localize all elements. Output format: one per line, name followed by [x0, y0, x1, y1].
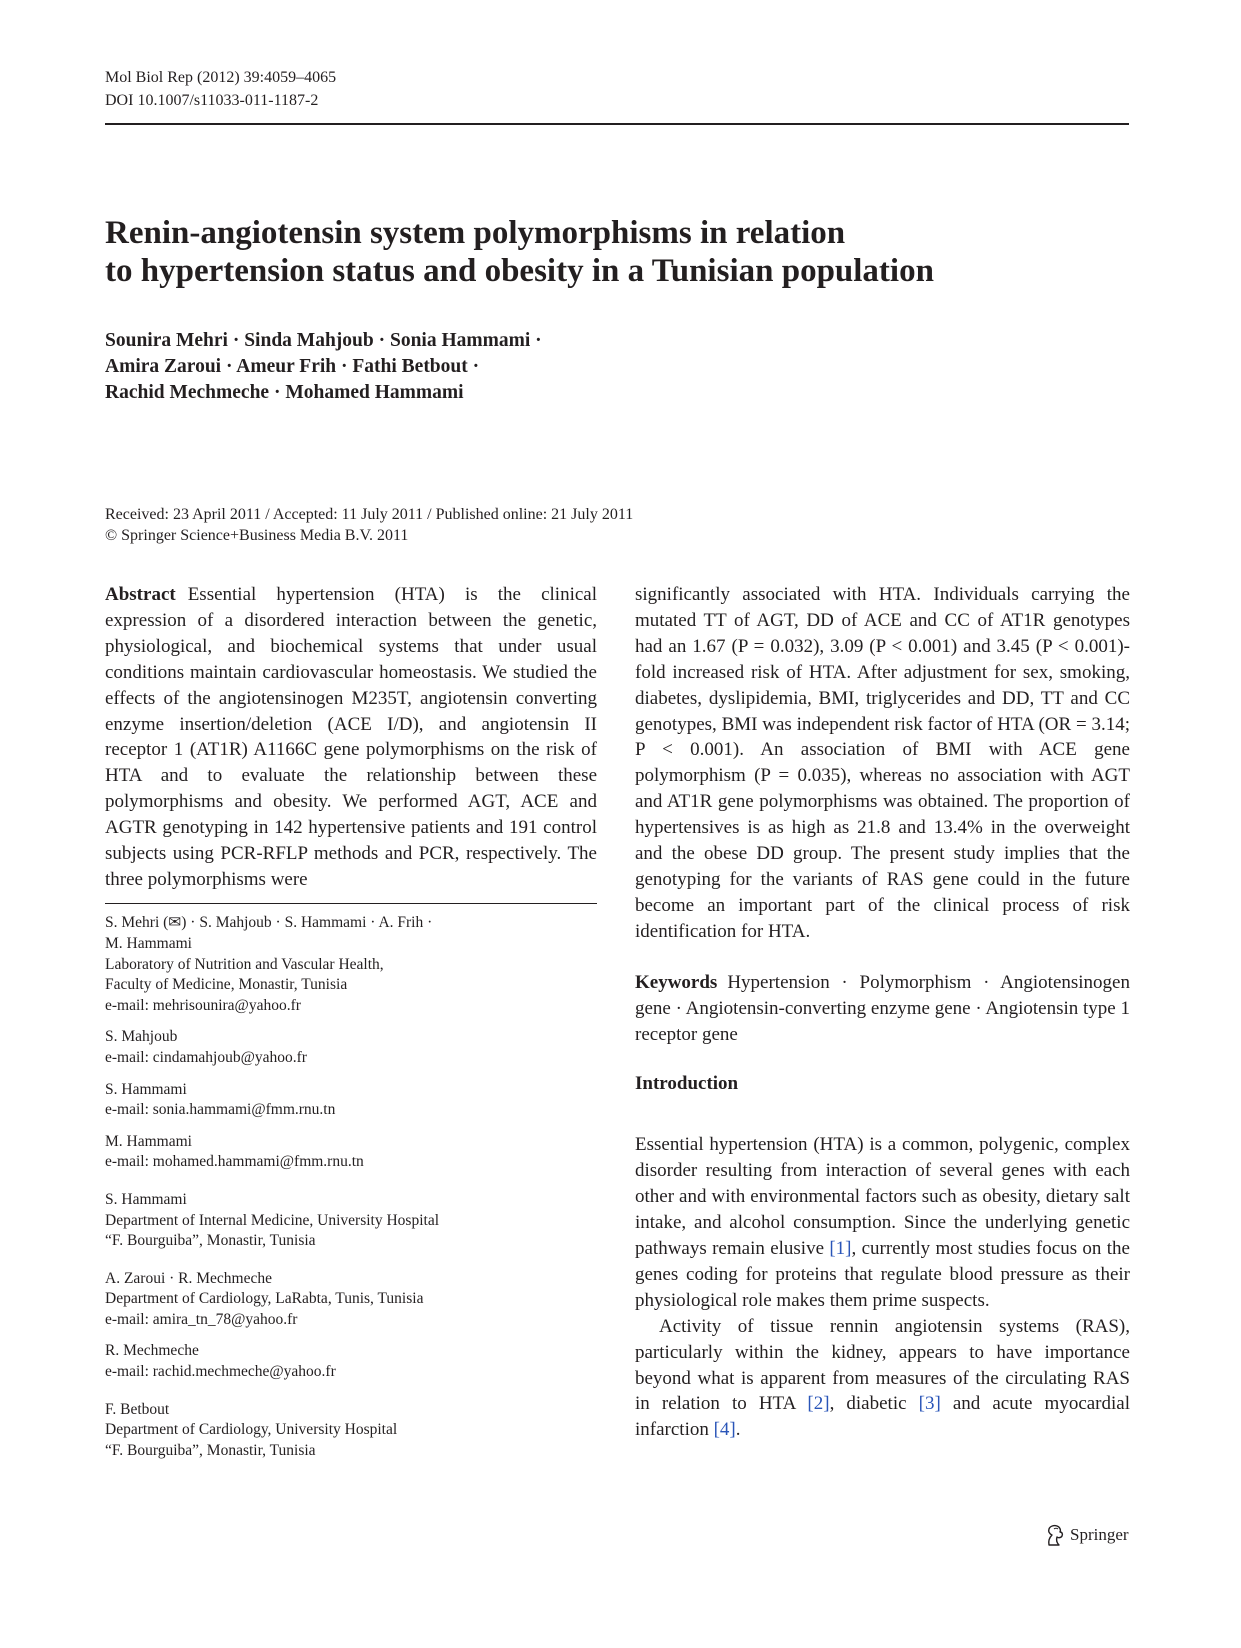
affiliation-3-name: S. Hammami	[105, 1080, 187, 1098]
abstract	[105, 582, 597, 893]
abstract-text-part-1: Essential hypertension (HTA) is the clinical expression of a disordered interaction between the genetic, physiological, and biochemical systems that under usual conditions maintain cardiovascular homeostasis. We studied the effects of the angiotensinogen M235T, angiotensin converting enzyme insertion/deletion (ACE I/D), and angiotensin II receptor 1 (AT1R) A1166C gene polymorphisms on the risk of HTA and to evaluate the relationship between these polymorphisms and obesity. We performed AGT, ACE and AGTR genotyping in 142 hypertensive patients and 191 control subjects using PCR-RFLP methods and PCR, respectively. The three polymorphisms were	[105, 584, 597, 890]
title-line-1: Renin-angiotensin system polymorphisms in relation	[105, 215, 846, 251]
introduction-heading: Introduction	[635, 1073, 739, 1095]
affiliation-8-name: F. Betbout	[105, 1400, 170, 1418]
affiliation-5-address-1: Department of Internal Medicine, University Hospital	[105, 1211, 440, 1229]
publication-dates	[105, 504, 633, 546]
affiliation-3	[105, 1080, 597, 1121]
affiliation-2-name: S. Mahjoub	[105, 1028, 178, 1046]
intro-p1-text-a: Essential hypertension (HTA) is a common, polygenic, complex disorder resulting from interaction of several genes with each other and with environmental factors such as obesity, dietary salt intake, and alcohol consumption. Since the underlying genetic pathways remain elusive	[635, 1134, 1130, 1260]
affiliation-4-email[interactable]: e-mail: mohamed.hammami@fmm.rnu.tn	[105, 1153, 364, 1171]
author-list	[105, 328, 805, 406]
keywords-label: Keywords	[635, 971, 718, 993]
abstract-continued	[635, 582, 1130, 945]
affiliation-1-names-2: M. Hammami	[105, 934, 192, 952]
publisher-logo	[1043, 1523, 1129, 1547]
authors-line-2: Amira Zaroui · Ameur Frih · Fathi Betbout ·	[105, 356, 480, 377]
right-column	[635, 582, 1130, 1443]
citation-ref-3[interactable]: [3]	[918, 1393, 941, 1415]
journal-header	[105, 66, 336, 112]
introduction-paragraph-1	[635, 1132, 1130, 1313]
citation-ref-4[interactable]: [4]	[713, 1419, 736, 1441]
intro-p2-text-a: Activity of tissue rennin angiotensin systems (RAS), particularly within the kidney, appears to have importance beyond what is apparent from measures of the circulating RAS in relation to HTA	[635, 1315, 1130, 1415]
received-accepted-published: Received: 23 April 2011 / Accepted: 11 July 2011 / Published online: 21 July 2011	[105, 506, 634, 523]
affiliation-2	[105, 1027, 597, 1068]
affiliation-6-name: A. Zaroui · R. Mechmeche	[105, 1269, 272, 1287]
citation-ref-1[interactable]: [1]	[829, 1238, 852, 1260]
intro-p2-text-d: .	[735, 1419, 741, 1441]
affiliation-4	[105, 1132, 597, 1173]
affiliation-1	[105, 913, 597, 1016]
affiliation-7-email[interactable]: e-mail: rachid.mechmeche@yahoo.fr	[105, 1363, 336, 1381]
affiliation-8	[105, 1400, 597, 1462]
affiliation-7	[105, 1341, 597, 1382]
keywords	[635, 970, 1130, 1048]
affiliation-1-address-2: Faculty of Medicine, Monastir, Tunisia	[105, 976, 348, 994]
affiliation-2-email[interactable]: e-mail: cindamahjoub@yahoo.fr	[105, 1048, 307, 1066]
publisher-name: Springer	[1070, 1525, 1129, 1544]
abstract-text-part-2: significantly associated with HTA. Individuals carrying the mutated TT of AGT, DD of ACE and CC of AT1R genotypes had an 1.67 (P = 0.032), 3.09 (P < 0.001) and 3.45 (P < 0.001)-fold increased risk of HTA. After adjustment for sex, smoking, diabetes, dyslipidemia, BMI, triglycerides and DD, TT and CC genotypes, BMI was independent risk factor of HTA (OR = 3.14; P < 0.001). An association of BMI with ACE gene polymorphism (P = 0.035), whereas no association with AGT and AT1R gene polymorphisms was obtained. The proportion of hypertensives is as high as 21.8 and 13.4% in the overweight and the obese DD group. The present study implies that the genotyping for the variants of RAS gene could in the future become an important part of the clinical process of risk identification for HTA.	[635, 584, 1130, 942]
left-column	[105, 582, 597, 1461]
affiliation-5	[105, 1190, 597, 1252]
affiliation-6-address-1: Department of Cardiology, LaRabta, Tunis, Tunisia	[105, 1290, 424, 1308]
affiliation-1-names: S. Mehri (✉) · S. Mahjoub · S. Hammami · A. Frih ·	[105, 914, 433, 932]
affiliation-4-name: M. Hammami	[105, 1132, 192, 1150]
intro-p2-text-b: , diabetic	[829, 1393, 919, 1415]
affiliation-6	[105, 1269, 597, 1331]
affiliation-1-address-1: Laboratory of Nutrition and Vascular Health,	[105, 955, 384, 973]
journal-citation: Mol Biol Rep (2012) 39:4059–4065	[105, 69, 337, 86]
title-line-2: to hypertension status and obesity in a Tunisian population	[105, 253, 934, 289]
affiliation-5-name: S. Hammami	[105, 1190, 187, 1208]
affiliation-7-name: R. Mechmeche	[105, 1342, 199, 1360]
affiliation-1-email[interactable]: e-mail: mehrisounira@yahoo.fr	[105, 996, 301, 1014]
authors-line-1: Sounira Mehri · Sinda Mahjoub · Sonia Hammami ·	[105, 330, 542, 351]
springer-horse-icon	[1043, 1523, 1065, 1547]
doi: DOI 10.1007/s11033-011-1187-2	[105, 92, 319, 109]
affiliation-8-address-2: “F. Bourguiba”, Monastir, Tunisia	[105, 1441, 316, 1459]
footnote-rule	[105, 903, 597, 905]
introduction-paragraph-2	[635, 1314, 1130, 1444]
header-rule	[105, 123, 1129, 125]
authors-line-3: Rachid Mechmeche · Mohamed Hammami	[105, 382, 464, 403]
keywords-text: Hypertension · Polymorphism · Angiotensinogen gene · Angiotensin-converting enzyme gene · Angiotensin type 1 receptor gene	[635, 971, 1130, 1045]
intro-p2-text-c: and acute myocardial infarction	[635, 1393, 1131, 1441]
abstract-label: Abstract	[105, 584, 176, 605]
affiliation-3-email[interactable]: e-mail: sonia.hammami@fmm.rnu.tn	[105, 1101, 336, 1119]
affiliation-8-address-1: Department of Cardiology, University Hospital	[105, 1421, 398, 1439]
affiliation-5-address-2: “F. Bourguiba”, Monastir, Tunisia	[105, 1232, 316, 1250]
affiliation-6-email[interactable]: e-mail: amira_tn_78@yahoo.fr	[105, 1310, 298, 1328]
copyright: © Springer Science+Business Media B.V. 2011	[105, 527, 409, 544]
paper-title	[105, 214, 1105, 290]
intro-p1-text-b: , currently most studies focus on the genes coding for proteins that regulate blood pressure as their physiological role makes them prime suspects.	[635, 1238, 1130, 1311]
citation-ref-2[interactable]: [2]	[807, 1393, 830, 1415]
